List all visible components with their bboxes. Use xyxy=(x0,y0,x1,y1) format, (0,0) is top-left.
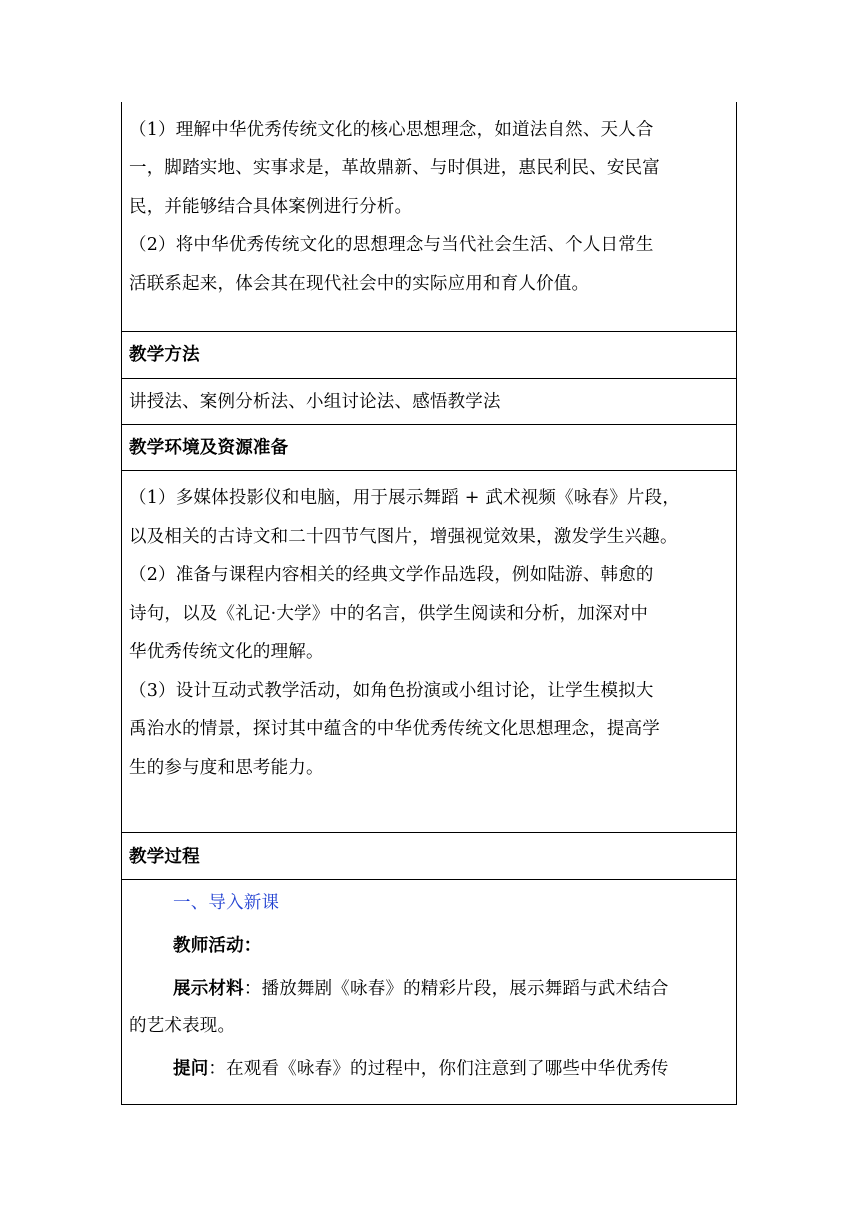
process-content-row xyxy=(122,880,736,1105)
methods-content-row xyxy=(122,379,736,425)
objective-2-line-2: 活联系起来，体会其在现代社会中的实际应用和育人价值。 xyxy=(129,274,590,294)
show-material-line-2: 的艺术表现。 xyxy=(129,1016,236,1036)
resources-heading: 教学环境及资源准备 xyxy=(129,438,289,458)
resource-1-line-1: （1）多媒体投影仪和电脑，用于展示舞蹈 + 武术视频《咏春》片段， xyxy=(129,488,681,508)
objective-2-line-1: （2）将中华优秀传统文化的思想理念与当代社会生活、个人日常生 xyxy=(129,235,654,255)
question-text: ：在观看《咏春》的过程中，你们注意到了哪些中华优秀传 xyxy=(208,1059,669,1079)
resource-2-line-3: 华优秀传统文化的理解。 xyxy=(129,642,324,662)
section-title: 一、导入新课 xyxy=(173,893,280,913)
resource-1-line-2: 以及相关的古诗文和二十四节气图片，增强视觉效果，激发学生兴趣。 xyxy=(129,527,678,547)
show-material-label: 展示材料 xyxy=(173,979,244,999)
objective-1-line-3: 民，并能够结合具体案例进行分析。 xyxy=(129,197,413,217)
process-heading: 教学过程 xyxy=(129,847,200,867)
question-line-1 xyxy=(173,1058,669,1080)
resource-3-line-2: 禹治水的情景，探讨其中蕴含的中华优秀传统文化思想理念，提高学 xyxy=(129,719,660,739)
lesson-plan-table xyxy=(121,102,737,1105)
resource-3-line-3: 生的参与度和思考能力。 xyxy=(129,758,324,778)
methods-heading: 教学方法 xyxy=(129,345,200,365)
question-label: 提问 xyxy=(173,1059,209,1079)
methods-heading-row xyxy=(122,332,736,379)
methods-content: 讲授法、案例分析法、小组讨论法、感悟教学法 xyxy=(129,392,501,412)
resource-2-line-2: 诗句，以及《礼记·大学》中的名言，供学生阅读和分析，加深对中 xyxy=(129,604,649,624)
show-material-text: ：播放舞剧《咏春》的精彩片段，展示舞蹈与武术结合 xyxy=(243,979,669,999)
show-material-line-1 xyxy=(173,978,669,1000)
resource-2-line-1: （2）准备与课程内容相关的经典文学作品选段，例如陆游、韩愈的 xyxy=(129,565,654,585)
resources-heading-row xyxy=(122,425,736,471)
objectives-row xyxy=(122,102,736,332)
resources-content-row xyxy=(122,471,736,833)
teacher-activity-label: 教师活动： xyxy=(173,936,262,956)
process-heading-row xyxy=(122,833,736,880)
objective-1-line-2: 一，脚踏实地、实事求是，革故鼎新、与时俱进，惠民利民、安民富 xyxy=(129,158,660,178)
objective-1-line-1: （1）理解中华优秀传统文化的核心思想理念，如道法自然、天人合 xyxy=(129,120,654,140)
resource-3-line-1: （3）设计互动式教学活动，如角色扮演或小组讨论，让学生模拟大 xyxy=(129,681,654,701)
